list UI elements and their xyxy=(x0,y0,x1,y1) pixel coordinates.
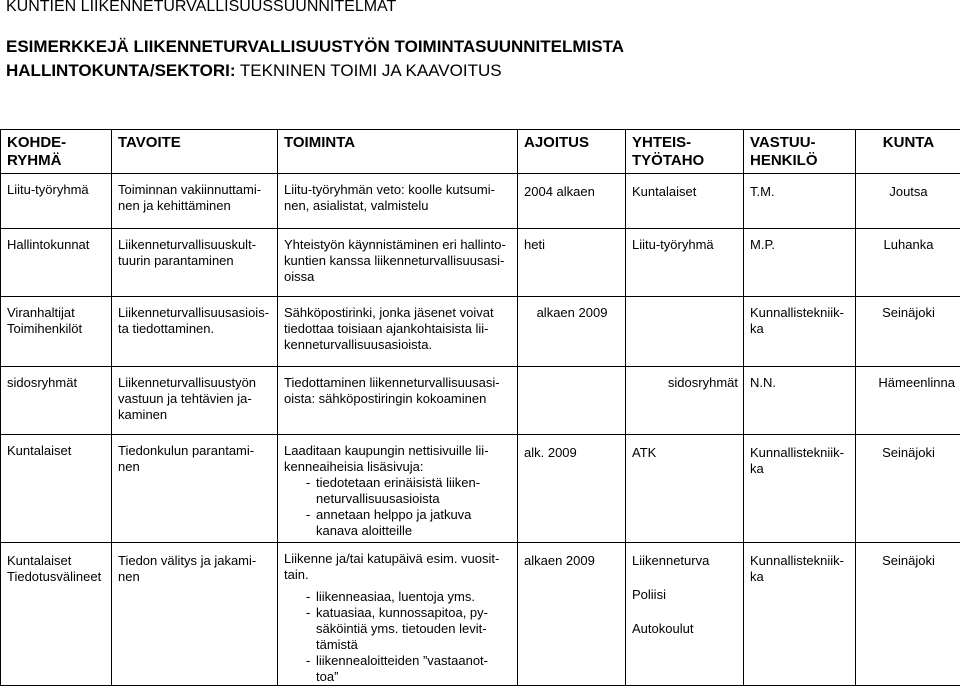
cell-kohderyhma: Liitu-työryhmä xyxy=(1,174,112,229)
cell-ajoitus: alkaen 2009 xyxy=(518,297,626,367)
sector-value: TEKNINEN TOIMI JA KAAVOITUS xyxy=(240,61,502,80)
column-header: VASTUU- HENKILÖ xyxy=(744,130,856,174)
sector-line xyxy=(6,61,502,81)
column-header: AJOITUS xyxy=(518,130,626,174)
cell-kunta: Luhanka xyxy=(856,229,960,297)
table-row xyxy=(1,174,960,229)
cell-tavoite: Liikenneturvallisuustyön vastuun ja tehtävien ja- kaminen xyxy=(112,367,278,435)
cell-tavoite: Liikenneturvallisuusasiois- ta tiedottaminen. xyxy=(112,297,278,367)
cell-vastuuhenkilo: Kunnallistekniik- ka xyxy=(744,297,856,367)
cell-vastuuhenkilo: N.N. xyxy=(744,367,856,435)
list-item: - liikennealoitteiden ”vastaanot- toa” xyxy=(284,653,512,685)
table-header-row xyxy=(1,130,960,174)
cell-kohderyhma: Hallintokunnat xyxy=(1,229,112,297)
table-row xyxy=(1,543,960,686)
column-header: TAVOITE xyxy=(112,130,278,174)
sector-label: HALLINTOKUNTA/SEKTORI: xyxy=(6,61,236,80)
cell-kunta: Hämeenlinna xyxy=(856,367,960,435)
column-header: KUNTA xyxy=(856,130,960,174)
cell-kunta: Seinäjoki xyxy=(856,435,960,543)
table-row xyxy=(1,229,960,297)
cell-yhteistyotaho: Kuntalaiset xyxy=(626,174,744,229)
cell-tavoite: Liikenneturvallisuuskult- tuurin parantaminen xyxy=(112,229,278,297)
cell-yhteistyotaho xyxy=(626,543,744,686)
cell-vastuuhenkilo: T.M. xyxy=(744,174,856,229)
cell-toiminta: Tiedottaminen liikenneturvallisuusasi- oista: sähköpostiringin kokoaminen xyxy=(278,367,518,435)
cell-ajoitus: 2004 alkaen xyxy=(518,174,626,229)
cell-vastuuhenkilo: Kunnallistekniik- ka xyxy=(744,543,856,686)
cell-kunta: Joutsa xyxy=(856,174,960,229)
cell-yhteistyotaho xyxy=(626,297,744,367)
cell-ajoitus: alk. 2009 xyxy=(518,435,626,543)
cell-toiminta: Liitu-työryhmän veto: koolle kutsumi- nen, asialistat, valmistelu xyxy=(278,174,518,229)
cell-yhteistyotaho: ATK xyxy=(626,435,744,543)
cell-yhteistyotaho: Liitu-työryhmä xyxy=(626,229,744,297)
document-top-heading: KUNTIEN LIIKENNETURVALLISUUSSUUNNITELMAT xyxy=(6,0,396,16)
cell-kohderyhma: Kuntalaiset Tiedotusvälineet xyxy=(1,543,112,686)
cell-kunta: Seinäjoki xyxy=(856,543,960,686)
cell-tavoite: Tiedon välitys ja jakami- nen xyxy=(112,543,278,686)
column-header: KOHDE- RYHMÄ xyxy=(1,130,112,174)
table-row xyxy=(1,435,960,543)
list-item: - katuasiaa, kunnossapitoa, py- säköintiä yms. tietouden levit- tämistä xyxy=(284,605,512,653)
cell-ajoitus xyxy=(518,367,626,435)
action-plan-table xyxy=(0,129,960,686)
cell-toiminta xyxy=(278,543,518,686)
partner-item: Poliisi xyxy=(632,587,738,603)
column-header: TOIMINTA xyxy=(278,130,518,174)
cell-toiminta xyxy=(278,435,518,543)
column-header: YHTEIS- TYÖTAHO xyxy=(626,130,744,174)
list-item: - annetaan helppo ja jatkuva kanava aloitteille xyxy=(284,507,512,539)
list-item: - liikenneasiaa, luentoja yms. xyxy=(284,589,512,605)
toiminta-intro: Liikenne ja/tai katupäivä esim. vuosit- tain. xyxy=(284,551,512,583)
cell-vastuuhenkilo: Kunnallistekniik- ka xyxy=(744,435,856,543)
cell-ajoitus: alkaen 2009 xyxy=(518,543,626,686)
cell-tavoite: Tiedonkulun parantami- nen xyxy=(112,435,278,543)
cell-toiminta: Sähköpostirinki, jonka jäsenet voivat tiedottaa toisiaan ajankohtaisista lii- kenneturvallisuusasioista. xyxy=(278,297,518,367)
cell-kohderyhma: Viranhaltijat Toimihenkilöt xyxy=(1,297,112,367)
partner-item: Autokoulut xyxy=(632,621,738,637)
toiminta-intro: Laaditaan kaupungin nettisivuille lii- kenneaiheisia lisäsivuja: xyxy=(284,443,512,475)
partner-item: Liikenneturva xyxy=(632,553,738,569)
cell-tavoite: Toiminnan vakiinnuttami- nen ja kehittäminen xyxy=(112,174,278,229)
table-row xyxy=(1,367,960,435)
cell-ajoitus: heti xyxy=(518,229,626,297)
cell-kunta: Seinäjoki xyxy=(856,297,960,367)
table-row xyxy=(1,297,960,367)
cell-kohderyhma: Kuntalaiset xyxy=(1,435,112,543)
document-title: ESIMERKKEJÄ LIIKENNETURVALLISUUSTYÖN TOIMINTASUUNNITELMISTA xyxy=(6,37,624,57)
cell-toiminta: Yhteistyön käynnistäminen eri hallinto- kuntien kanssa liikenneturvallisuusasi- oissa xyxy=(278,229,518,297)
cell-kohderyhma: sidosryhmät xyxy=(1,367,112,435)
cell-yhteistyotaho: sidosryhmät xyxy=(626,367,744,435)
cell-vastuuhenkilo: M.P. xyxy=(744,229,856,297)
list-item: - tiedotetaan erinäisistä liiken- neturvallisuusasioista xyxy=(284,475,512,507)
